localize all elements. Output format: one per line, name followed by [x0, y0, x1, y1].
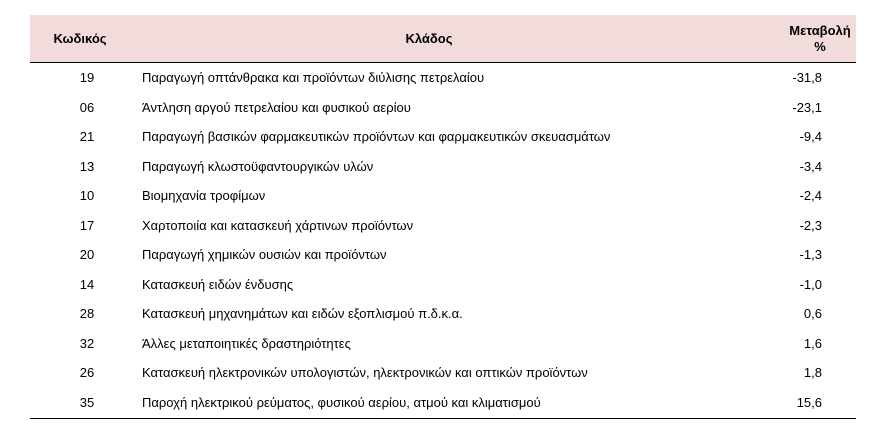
table-bottom-divider	[30, 418, 856, 419]
row-code: 21	[79, 129, 95, 145]
row-sector: Χαρτοποιία και κατασκευή χάρτινων προϊόντων	[142, 217, 414, 233]
row-code: 06	[79, 99, 95, 115]
row-change: 1,6	[803, 335, 822, 351]
header-change	[788, 23, 856, 55]
row-change: 1,8	[803, 365, 822, 381]
sector-change-table	[30, 15, 856, 419]
row-change: 0,6	[803, 306, 822, 322]
table-row	[30, 240, 856, 270]
row-change: -2,3	[799, 217, 822, 233]
row-change: -31,8	[792, 70, 822, 86]
row-code: 32	[79, 335, 95, 351]
table-row	[30, 270, 856, 300]
row-sector: Άντληση αργού πετρελαίου και φυσικού αερίου	[142, 99, 411, 115]
row-sector: Παραγωγή βασικών φαρμακευτικών προϊόντων και φαρμακευτικών σκευασμάτων	[142, 129, 611, 145]
row-sector: Παροχή ηλεκτρικού ρεύματος, φυσικού αερίου, ατμού και κλιματισμού	[142, 394, 541, 410]
row-sector: Κατασκευή μηχανημάτων και ειδών εξοπλισμού π.δ.κ.α.	[142, 306, 463, 322]
row-change: -2,4	[799, 188, 822, 204]
table-row	[30, 152, 856, 182]
header-code: Κωδικός	[53, 31, 107, 46]
table-row	[30, 299, 856, 329]
row-sector: Παραγωγή κλωστοϋφαντουργικών υλών	[142, 158, 374, 174]
row-change: -1,3	[799, 247, 822, 263]
table-row	[30, 211, 856, 241]
table-row	[30, 63, 856, 93]
row-sector: Παραγωγή οπτάνθρακα και προϊόντων διύλισης πετρελαίου	[142, 70, 485, 86]
row-code: 26	[79, 365, 95, 381]
row-sector: Κατασκευή ηλεκτρονικών υπολογιστών, ηλεκτρονικών και οπτικών προϊόντων	[142, 365, 588, 381]
row-change: -1,0	[799, 276, 822, 292]
row-code: 17	[79, 217, 95, 233]
table-row	[30, 358, 856, 388]
row-sector: Παραγωγή χημικών ουσιών και προϊόντων	[142, 247, 387, 263]
row-code: 28	[79, 306, 95, 322]
row-change: -3,4	[799, 158, 822, 174]
row-change: -9,4	[799, 129, 822, 145]
table-row	[30, 329, 856, 359]
row-change: -23,1	[792, 99, 822, 115]
row-code: 14	[79, 276, 95, 292]
table-header	[30, 15, 856, 62]
row-code: 35	[79, 394, 95, 410]
row-code: 20	[79, 247, 95, 263]
row-sector: Βιομηχανία τροφίμων	[142, 188, 266, 204]
row-sector: Άλλες μεταποιητικές δραστηριότητες	[142, 335, 351, 351]
row-sector: Κατασκευή ειδών ένδυσης	[142, 276, 294, 292]
row-code: 10	[79, 188, 95, 204]
table-row	[30, 388, 856, 418]
table-row	[30, 93, 856, 123]
row-code: 13	[79, 158, 95, 174]
header-sector: Κλάδος	[405, 31, 453, 46]
header-change-label: Μεταβολή	[789, 22, 851, 38]
header-change-unit: %	[814, 38, 826, 54]
table-body	[30, 63, 856, 417]
row-code: 19	[79, 70, 95, 86]
table-row	[30, 181, 856, 211]
row-change: 15,6	[796, 394, 822, 410]
table-row	[30, 122, 856, 152]
